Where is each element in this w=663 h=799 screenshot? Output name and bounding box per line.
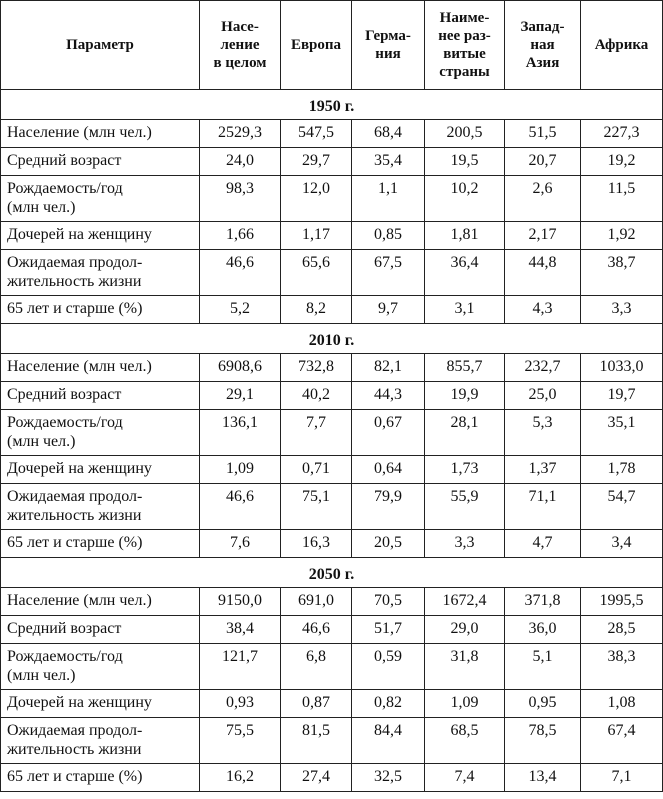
table-body [1,90,663,792]
cell-europe: 81,5 [281,718,352,764]
cell-africa: 54,7 [581,484,663,530]
cell-total: 2529,3 [200,120,281,148]
cell-total: 29,1 [200,382,281,410]
cell-germany: 0,59 [352,644,425,690]
cell-africa: 19,2 [581,148,663,176]
cell-europe: 16,3 [281,530,352,558]
row-label-daughters-per-woman: Дочерей на женщину [1,222,200,250]
cell-europe: 29,7 [281,148,352,176]
cell-europe: 40,2 [281,382,352,410]
table-row [1,764,663,792]
row-label-population: Население (млн чел.) [1,588,200,616]
column-header-germany: Герма- ния [352,1,425,90]
cell-least-developed: 19,9 [425,382,505,410]
table-row [1,644,663,690]
cell-total: 121,7 [200,644,281,690]
cell-least-developed: 3,1 [425,296,505,324]
table-row [1,484,663,530]
table-row [1,382,663,410]
cell-least-developed: 19,5 [425,148,505,176]
cell-least-developed: 10,2 [425,176,505,222]
cell-total: 1,66 [200,222,281,250]
cell-africa: 28,5 [581,616,663,644]
cell-least-developed: 3,3 [425,530,505,558]
cell-germany: 20,5 [352,530,425,558]
cell-europe: 8,2 [281,296,352,324]
cell-least-developed: 200,5 [425,120,505,148]
cell-europe: 12,0 [281,176,352,222]
cell-europe: 7,7 [281,410,352,456]
cell-europe: 732,8 [281,354,352,382]
cell-western-asia: 371,8 [505,588,581,616]
cell-germany: 35,4 [352,148,425,176]
cell-western-asia: 1,37 [505,456,581,484]
cell-least-developed: 29,0 [425,616,505,644]
table-row [1,354,663,382]
cell-total: 98,3 [200,176,281,222]
cell-europe: 0,87 [281,690,352,718]
cell-africa: 3,3 [581,296,663,324]
cell-least-developed: 855,7 [425,354,505,382]
cell-western-asia: 232,7 [505,354,581,382]
column-header-parameter: Параметр [1,1,200,90]
section-header-row [1,90,663,120]
cell-germany: 68,4 [352,120,425,148]
cell-germany: 67,5 [352,250,425,296]
header-row [1,1,663,90]
cell-total: 7,6 [200,530,281,558]
cell-africa: 1,92 [581,222,663,250]
cell-western-asia: 20,7 [505,148,581,176]
cell-germany: 1,1 [352,176,425,222]
cell-least-developed: 68,5 [425,718,505,764]
cell-africa: 1033,0 [581,354,663,382]
cell-western-asia: 4,3 [505,296,581,324]
cell-europe: 691,0 [281,588,352,616]
cell-western-asia: 4,7 [505,530,581,558]
section-year-title: 2050 г. [1,558,663,588]
cell-germany: 0,67 [352,410,425,456]
cell-africa: 11,5 [581,176,663,222]
cell-western-asia: 5,3 [505,410,581,456]
row-label-age-65-plus: 65 лет и старше (%) [1,296,200,324]
row-label-daughters-per-woman: Дочерей на женщину [1,690,200,718]
cell-total: 0,93 [200,690,281,718]
cell-least-developed: 28,1 [425,410,505,456]
row-label-population: Население (млн чел.) [1,120,200,148]
column-header-least-developed: Наиме- нее раз- витые страны [425,1,505,90]
table-row [1,530,663,558]
cell-germany: 0,64 [352,456,425,484]
cell-africa: 1,78 [581,456,663,484]
row-label-age-65-plus: 65 лет и старше (%) [1,530,200,558]
cell-western-asia: 5,1 [505,644,581,690]
table-row [1,296,663,324]
table-row [1,176,663,222]
table-row [1,616,663,644]
cell-germany: 0,82 [352,690,425,718]
cell-total: 1,09 [200,456,281,484]
cell-africa: 7,1 [581,764,663,792]
cell-germany: 84,4 [352,718,425,764]
cell-europe: 0,71 [281,456,352,484]
section-header-row [1,324,663,354]
table-row [1,456,663,484]
cell-europe: 65,6 [281,250,352,296]
cell-africa: 1,08 [581,690,663,718]
cell-germany: 79,9 [352,484,425,530]
row-label-life-expectancy: Ожидаемая продол- жительность жизни [1,718,200,764]
cell-africa: 3,4 [581,530,663,558]
cell-africa: 1995,5 [581,588,663,616]
cell-total: 38,4 [200,616,281,644]
row-label-population: Население (млн чел.) [1,354,200,382]
row-label-median-age: Средний возраст [1,616,200,644]
column-header-africa: Африка [581,1,663,90]
cell-least-developed: 1672,4 [425,588,505,616]
cell-western-asia: 44,8 [505,250,581,296]
cell-least-developed: 1,81 [425,222,505,250]
table-row [1,690,663,718]
cell-total: 6908,6 [200,354,281,382]
table-row [1,250,663,296]
cell-germany: 44,3 [352,382,425,410]
cell-africa: 227,3 [581,120,663,148]
cell-total: 9150,0 [200,588,281,616]
cell-western-asia: 51,5 [505,120,581,148]
cell-least-developed: 31,8 [425,644,505,690]
row-label-life-expectancy: Ожидаемая продол- жительность жизни [1,484,200,530]
cell-least-developed: 55,9 [425,484,505,530]
cell-western-asia: 71,1 [505,484,581,530]
cell-europe: 75,1 [281,484,352,530]
table-row [1,222,663,250]
section-year-title: 1950 г. [1,90,663,120]
cell-western-asia: 36,0 [505,616,581,644]
cell-western-asia: 2,17 [505,222,581,250]
row-label-median-age: Средний возраст [1,382,200,410]
cell-least-developed: 7,4 [425,764,505,792]
cell-western-asia: 78,5 [505,718,581,764]
table-row [1,588,663,616]
cell-germany: 70,5 [352,588,425,616]
cell-africa: 19,7 [581,382,663,410]
cell-africa: 38,3 [581,644,663,690]
row-label-age-65-plus: 65 лет и старше (%) [1,764,200,792]
cell-africa: 35,1 [581,410,663,456]
cell-europe: 6,8 [281,644,352,690]
cell-total: 136,1 [200,410,281,456]
cell-europe: 27,4 [281,764,352,792]
cell-total: 24,0 [200,148,281,176]
cell-least-developed: 1,09 [425,690,505,718]
cell-europe: 1,17 [281,222,352,250]
cell-africa: 67,4 [581,718,663,764]
section-year-title: 2010 г. [1,324,663,354]
cell-germany: 51,7 [352,616,425,644]
column-header-western-asia: Запад- ная Азия [505,1,581,90]
cell-total: 46,6 [200,250,281,296]
section-header-row [1,558,663,588]
row-label-births-per-year: Рождаемость/год (млн чел.) [1,410,200,456]
row-label-median-age: Средний возраст [1,148,200,176]
cell-europe: 46,6 [281,616,352,644]
cell-total: 46,6 [200,484,281,530]
cell-germany: 82,1 [352,354,425,382]
table-row [1,718,663,764]
table-row [1,148,663,176]
cell-germany: 0,85 [352,222,425,250]
cell-western-asia: 13,4 [505,764,581,792]
table-row [1,120,663,148]
cell-least-developed: 36,4 [425,250,505,296]
cell-africa: 38,7 [581,250,663,296]
cell-western-asia: 2,6 [505,176,581,222]
cell-western-asia: 25,0 [505,382,581,410]
column-header-total-population: Насе- ление в целом [200,1,281,90]
cell-total: 75,5 [200,718,281,764]
cell-least-developed: 1,73 [425,456,505,484]
cell-total: 16,2 [200,764,281,792]
row-label-daughters-per-woman: Дочерей на женщину [1,456,200,484]
row-label-births-per-year: Рождаемость/год (млн чел.) [1,176,200,222]
row-label-births-per-year: Рождаемость/год (млн чел.) [1,644,200,690]
column-header-europe: Европа [281,1,352,90]
cell-total: 5,2 [200,296,281,324]
table-row [1,410,663,456]
cell-western-asia: 0,95 [505,690,581,718]
row-label-life-expectancy: Ожидаемая продол- жительность жизни [1,250,200,296]
cell-europe: 547,5 [281,120,352,148]
cell-germany: 9,7 [352,296,425,324]
cell-germany: 32,5 [352,764,425,792]
